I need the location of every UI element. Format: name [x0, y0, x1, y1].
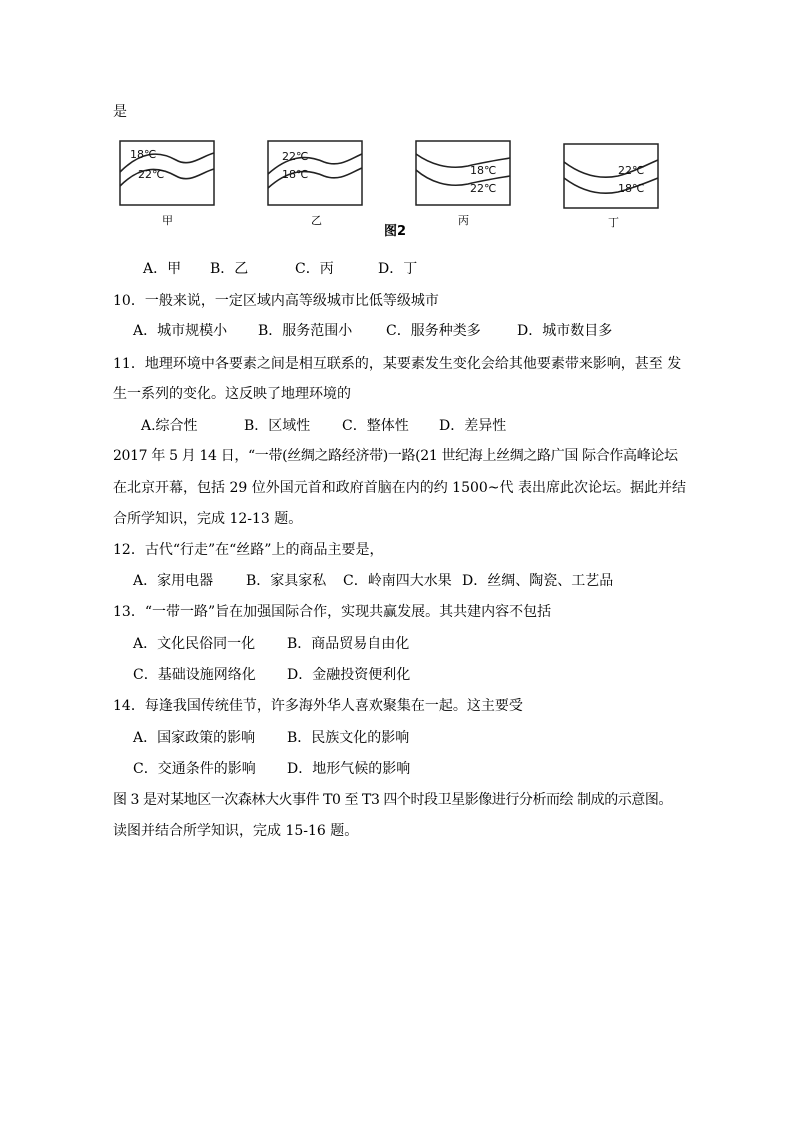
q12-option-d: D．丝绸、陶瓷、工艺品 — [462, 573, 614, 589]
q9-option-d: D．丁 — [378, 261, 418, 277]
figure-2 — [118, 138, 678, 238]
q12-option-b: B．家具家私 — [246, 573, 327, 589]
panel-yi — [268, 141, 362, 205]
intro-text: 是 — [113, 104, 127, 120]
q12-option-c: C．岭南四大水果 — [343, 573, 452, 589]
q9-option-c: C．丙 — [295, 261, 334, 277]
q13-option-d: D．金融投资便利化 — [287, 667, 411, 683]
q14-option-d: D．地形气候的影响 — [287, 761, 411, 777]
q10-option-a: A．城市规模小 — [133, 323, 228, 339]
panel-label-ding: 丁 — [608, 216, 619, 229]
label-lower: 18℃ — [618, 182, 645, 195]
passage-line1: 2017 年 5 月 14 日，“一带(丝绸之路经济带)一路(21 世纪海上丝绸之路广国 际合作高峰论坛 — [113, 448, 678, 464]
label-lower: 18℃ — [282, 168, 309, 181]
passage-line2: 在北京开幕，包括 29 位外国元首和政府首脑在内的约 1500~代 表出席此次论坛。据此并结 — [113, 480, 686, 496]
label-lower: 22℃ — [470, 182, 497, 195]
q13-option-a: A．文化民俗同一化 — [133, 636, 256, 652]
q11-option-c: C．整体性 — [342, 418, 409, 434]
panel-label-yi: 乙 — [311, 214, 322, 227]
q11-option-b: B．区域性 — [244, 418, 311, 434]
q10-stem: 10．一般来说，一定区域内高等级城市比低等级城市 — [113, 293, 439, 309]
q14-option-c: C．交通条件的影响 — [133, 761, 256, 777]
q14-option-b: B．民族文化的影响 — [287, 730, 410, 746]
q11-stem-line1: 11．地理环境中各要素之间是相互联系的，某要素发生变化会给其他要素带来影响，甚至 发 — [113, 356, 682, 372]
q14-option-a: A．国家政策的影响 — [133, 730, 256, 746]
q11-option-d: D．差异性 — [439, 418, 507, 434]
panel-label-jia: 甲 — [162, 214, 173, 227]
q13-stem: 13．“一带一路”旨在加强国际合作，实现共赢发展。其共建内容不包括 — [113, 604, 552, 620]
q10-option-b: B．服务范围小 — [258, 323, 353, 339]
label-upper: 22℃ — [618, 164, 645, 177]
isotherm-lower — [120, 169, 214, 186]
figure-caption: 图2 — [384, 224, 407, 239]
label-lower: 22℃ — [138, 168, 165, 181]
passage2-line1: 图 3 是对某地区一次森林大火事件 T0 至 T3 四个时段卫星影像进行分析而绘 制成的示意图。 — [113, 792, 672, 808]
label-upper: 22℃ — [282, 150, 309, 163]
panel-jia — [120, 141, 214, 205]
q11-option-a: A.综合性 — [141, 418, 198, 434]
q11-stem-line2: 生一系列的变化。这反映了地理环境的 — [113, 386, 351, 402]
label-upper: 18℃ — [470, 164, 497, 177]
q9-option-b: B．乙 — [210, 261, 249, 277]
q12-stem: 12．古代“行走”在“丝路”上的商品主要是， — [113, 542, 384, 558]
q9-option-a: A．甲 — [143, 261, 182, 277]
passage-line3: 合所学知识，完成 12-13 题。 — [113, 511, 303, 527]
passage2-line2: 读图并结合所学知识，完成 15-16 题。 — [113, 823, 359, 839]
q10-option-c: C．服务种类多 — [386, 323, 481, 339]
q10-option-d: D．城市数目多 — [517, 323, 613, 339]
q13-option-c: C．基础设施网络化 — [133, 667, 256, 683]
panel-label-bing: 丙 — [458, 214, 469, 227]
panel-ding — [564, 144, 658, 208]
label-upper: 18℃ — [130, 148, 157, 161]
q14-stem: 14．每逢我国传统佳节，许多海外华人喜欢聚集在一起。这主要受 — [113, 698, 523, 714]
panel-bing — [416, 141, 510, 205]
q13-option-b: B．商品贸易自由化 — [287, 636, 410, 652]
q12-option-a: A．家用电器 — [133, 573, 214, 589]
